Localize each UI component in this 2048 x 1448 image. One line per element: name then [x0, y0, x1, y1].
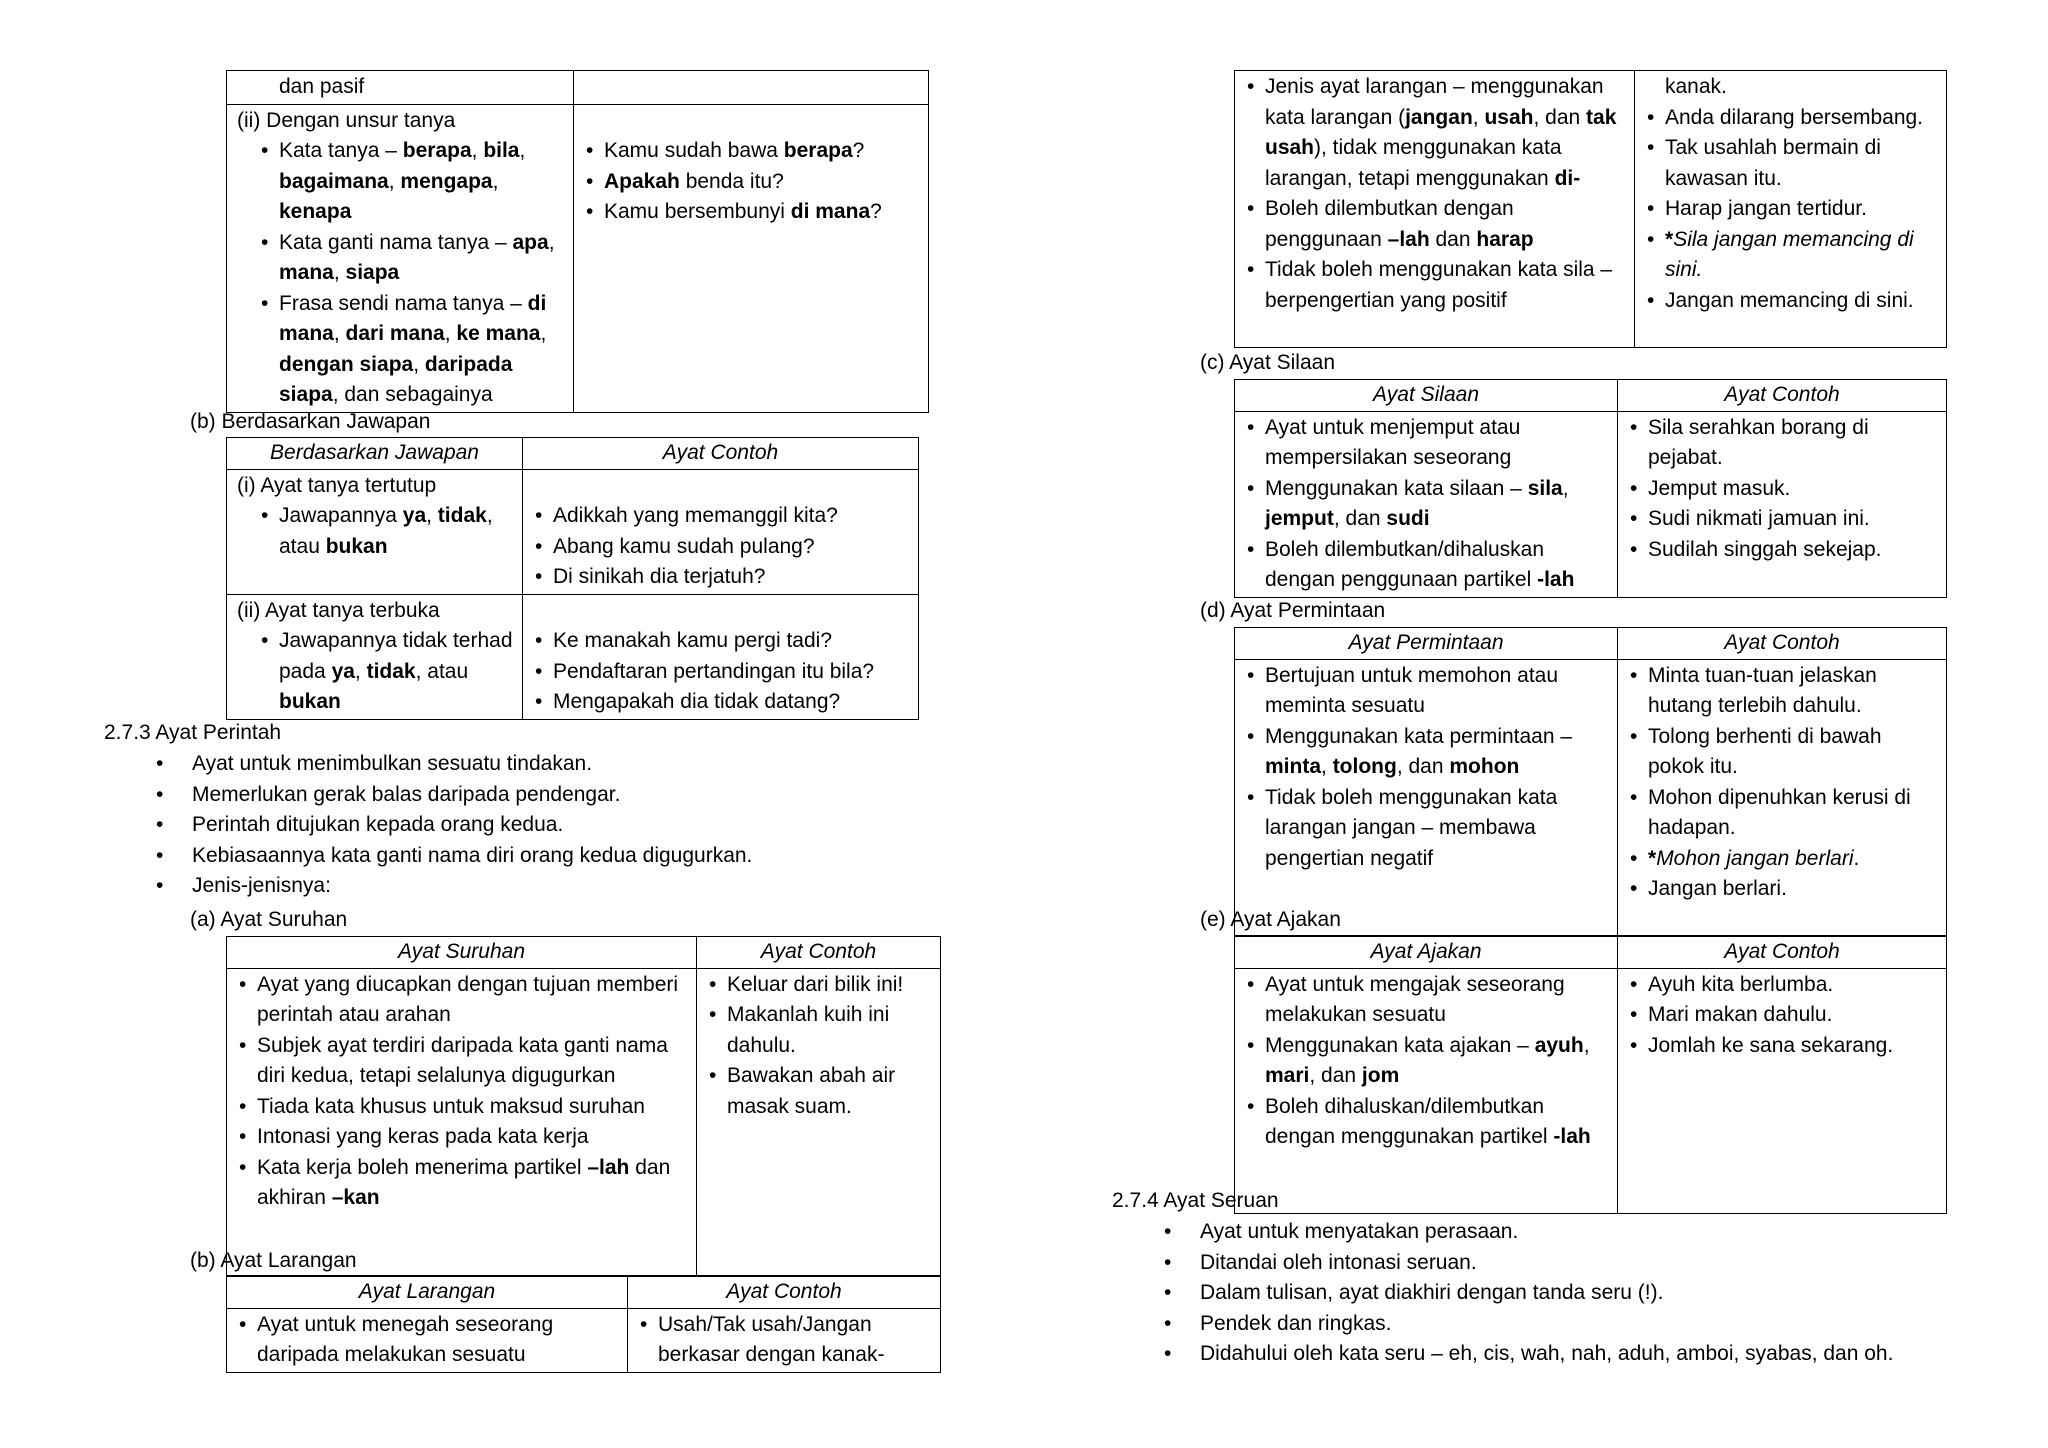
list-item: • *Mohon jangan berlari.	[1628, 844, 1938, 875]
bullet-list	[1628, 970, 1938, 1062]
column-header: Ayat Ajakan	[1235, 937, 1618, 969]
bullet-list	[1628, 413, 1938, 566]
list-item: • Sudi nikmati jamuan ini.	[1628, 504, 1938, 535]
table-ayat-larangan-continued	[1234, 70, 1947, 348]
bullet-list	[1245, 970, 1609, 1153]
list-item: • Jenis ayat larangan – menggunakan kata larangan (jangan, usah, dan tak usah), tidak menggunakan kata larangan, tetapi menggunakan di-	[1245, 72, 1626, 194]
list-item: • Tidak boleh menggunakan kata sila – berpengertian yang positif	[1245, 255, 1626, 316]
list-item: • Jomlah ke sana sekarang.	[1628, 1031, 1938, 1062]
column-header: Ayat Contoh	[697, 937, 941, 969]
list-item: • Frasa sendi nama tanya – di mana, dari mana, ke mana, dengan siapa, daripada siapa, dan sebagainya	[259, 289, 565, 411]
bullet-list	[1245, 661, 1609, 875]
list-item: • Ayat untuk menegah seseorang daripada melakukan sesuatu	[237, 1310, 619, 1371]
bullet-list	[1645, 103, 1938, 317]
list-item: • Jawapannya tidak terhad pada ya, tidak, atau bukan	[259, 626, 514, 718]
list-item: • Ditandai oleh intonasi seruan.	[1164, 1248, 1893, 1279]
section-heading: (d) Ayat Permintaan	[1200, 599, 1386, 622]
list-item: • Makanlah kuih ini dahulu.	[707, 1000, 932, 1061]
list-item: • Jemput masuk.	[1628, 474, 1938, 505]
row-title: (ii) Ayat tanya terbuka	[237, 598, 440, 622]
bullet-list	[1245, 72, 1626, 316]
list-item: • Tidak boleh menggunakan kata larangan jangan – membawa pengertian negatif	[1245, 783, 1609, 875]
column-header: Ayat Contoh	[1618, 937, 1947, 969]
list-item: • Perintah ditujukan kepada orang kedua.	[156, 810, 752, 841]
column-header: Ayat Contoh	[628, 1277, 941, 1309]
list-item: • Usah/Tak usah/Jangan berkasar dengan kanak-	[638, 1310, 932, 1371]
bullet-list	[1164, 1217, 1893, 1370]
list-item: • Subjek ayat terdiri daripada kata ganti nama diri kedua, tetapi selalunya digugurkan	[237, 1031, 688, 1092]
list-item: • Adikkah yang memanggil kita?	[533, 501, 910, 532]
list-item: • Tak usahlah bermain di kawasan itu.	[1645, 133, 1938, 194]
column-header: Berdasarkan Jawapan	[227, 438, 523, 470]
section-heading: (e) Ayat Ajakan	[1200, 908, 1341, 931]
bullet-list	[237, 1310, 619, 1371]
list-item: • Kata ganti nama tanya – apa, mana, siapa	[259, 228, 565, 289]
list-item: • *Sila jangan memancing di sini.	[1645, 225, 1938, 286]
column-header: Ayat Permintaan	[1235, 628, 1618, 660]
bullet-list	[707, 970, 932, 1123]
list-item: • Apakah benda itu?	[584, 167, 920, 198]
column-header: Ayat Contoh	[1618, 380, 1947, 412]
table-berdasarkan-jawapan	[226, 437, 919, 720]
section-heading: 2.7.4 Ayat Seruan	[1112, 1189, 1279, 1212]
table-ayat-larangan	[226, 1276, 941, 1373]
bullet-list	[237, 136, 565, 411]
list-item: • Kata tanya – berapa, bila, bagaimana, mengapa, kenapa	[259, 136, 565, 228]
list-item: • Jenis-jenisnya:	[156, 871, 752, 902]
section-heading: (c) Ayat Silaan	[1200, 351, 1336, 374]
list-item: • Ayat untuk menimbulkan sesuatu tindakan.	[156, 749, 752, 780]
list-item: • Intonasi yang keras pada kata kerja	[237, 1122, 688, 1153]
table-unsur-tanya	[226, 70, 929, 413]
bullet-list	[1245, 413, 1609, 596]
bullet-list	[638, 1310, 932, 1371]
cell-text: dan pasif	[279, 75, 365, 98]
section-heading: 2.7.3 Ayat Perintah	[104, 721, 282, 744]
list-item: • Bertujuan untuk memohon atau meminta sesuatu	[1245, 661, 1609, 722]
list-item: • Minta tuan-tuan jelaskan hutang terlebih dahulu.	[1628, 661, 1938, 722]
list-item: • Kebiasaannya kata ganti nama diri orang kedua digugurkan.	[156, 841, 752, 872]
section-heading: (b) Berdasarkan Jawapan	[190, 410, 431, 433]
list-item: • Ayat untuk mengajak seseorang melakukan sesuatu	[1245, 970, 1609, 1031]
list-item: • Jawapannya ya, tidak, atau bukan	[259, 501, 514, 562]
list-item: • Jangan berlari.	[1628, 874, 1938, 905]
list-item: • Ayuh kita berlumba.	[1628, 970, 1938, 1001]
list-item: • Keluar dari bilik ini!	[707, 970, 932, 1001]
list-item: • Boleh dihaluskan/dilembutkan dengan menggunakan partikel -lah	[1245, 1092, 1609, 1153]
bullet-list	[1628, 661, 1938, 905]
column-header: Ayat Suruhan	[227, 937, 697, 969]
column-header: Ayat Silaan	[1235, 380, 1618, 412]
list-item: • Anda dilarang bersembang.	[1645, 103, 1938, 134]
list-item: • Menggunakan kata silaan – sila, jemput, dan sudi	[1245, 474, 1609, 535]
list-item: • Ke manakah kamu pergi tadi?	[533, 626, 910, 657]
list-item: • Mengapakah dia tidak datang?	[533, 687, 910, 718]
bullet-list	[584, 136, 920, 228]
list-item: • Tolong berhenti di bawah pokok itu.	[1628, 722, 1938, 783]
bullet-list	[533, 626, 910, 718]
list-item: • Dalam tulisan, ayat diakhiri dengan tanda seru (!).	[1164, 1278, 1893, 1309]
table-ayat-ajakan	[1234, 936, 1947, 1214]
column-header: Ayat Contoh	[1618, 628, 1947, 660]
list-item: • Sudilah singgah sekejap.	[1628, 535, 1938, 566]
list-item: • Ayat untuk menjemput atau mempersilakan seseorang	[1245, 413, 1609, 474]
table-ayat-silaan	[1234, 379, 1947, 598]
table-ayat-suruhan	[226, 936, 941, 1276]
cell-text: kanak.	[1665, 75, 1727, 98]
list-item: • Kata kerja boleh menerima partikel –lah dan akhiran –kan	[237, 1153, 688, 1214]
list-item: • Mari makan dahulu.	[1628, 1000, 1938, 1031]
list-item: • Harap jangan tertidur.	[1645, 194, 1938, 225]
list-item: • Pendek dan ringkas.	[1164, 1309, 1893, 1340]
bullet-list	[156, 749, 752, 902]
bullet-list	[533, 501, 910, 593]
list-item: • Ayat untuk menyatakan perasaan.	[1164, 1217, 1893, 1248]
list-item: • Di sinikah dia terjatuh?	[533, 562, 910, 593]
list-item: • Jangan memancing di sini.	[1645, 286, 1938, 317]
list-item: • Abang kamu sudah pulang?	[533, 532, 910, 563]
list-item: • Ayat yang diucapkan dengan tujuan memberi perintah atau arahan	[237, 970, 688, 1031]
list-item: • Didahului oleh kata seru – eh, cis, wah, nah, aduh, amboi, syabas, dan oh.	[1164, 1339, 1893, 1370]
list-item: • Kamu sudah bawa berapa?	[584, 136, 920, 167]
section-heading: (a) Ayat Suruhan	[190, 908, 348, 931]
column-header: Ayat Larangan	[227, 1277, 628, 1309]
column-header: Ayat Contoh	[523, 438, 919, 470]
list-item: • Mohon dipenuhkan kerusi di hadapan.	[1628, 783, 1938, 844]
list-item: • Pendaftaran pertandingan itu bila?	[533, 657, 910, 688]
sub-title: (ii) Dengan unsur tanya	[237, 108, 456, 132]
bullet-list	[237, 970, 688, 1214]
bullet-list	[237, 501, 514, 562]
list-item: • Boleh dilembutkan/dihaluskan dengan penggunaan partikel -lah	[1245, 535, 1609, 596]
list-item: • Boleh dilembutkan dengan penggunaan –lah dan harap	[1245, 194, 1626, 255]
list-item: • Kamu bersembunyi di mana?	[584, 197, 920, 228]
list-item: • Memerlukan gerak balas daripada pendengar.	[156, 780, 752, 811]
bullet-list	[237, 626, 514, 718]
list-item: • Tiada kata khusus untuk maksud suruhan	[237, 1092, 688, 1123]
list-item: • Menggunakan kata ajakan – ayuh, mari, dan jom	[1245, 1031, 1609, 1092]
list-item: • Sila serahkan borang di pejabat.	[1628, 413, 1938, 474]
list-item: • Menggunakan kata permintaan – minta, tolong, dan mohon	[1245, 722, 1609, 783]
section-heading: (b) Ayat Larangan	[190, 1249, 357, 1272]
row-title: (i) Ayat tanya tertutup	[237, 473, 437, 497]
list-item: • Bawakan abah air masak suam.	[707, 1061, 932, 1122]
table-ayat-permintaan	[1234, 627, 1947, 936]
